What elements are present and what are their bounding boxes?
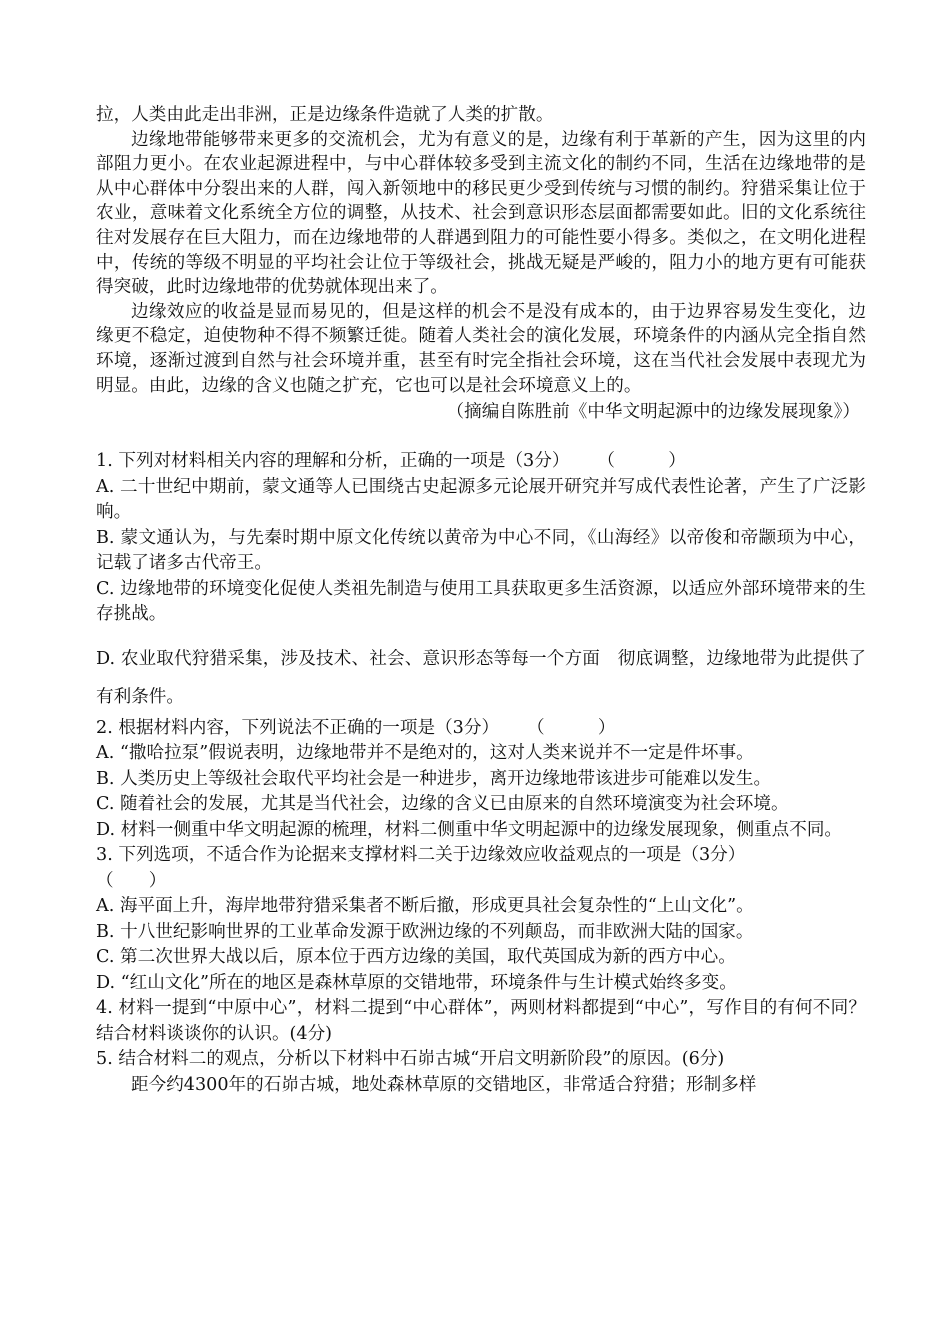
question-stem <box>96 716 866 742</box>
answer-blank: （ ） <box>96 870 167 891</box>
passage-paragraph: 边缘效应的收益是显而易见的，但是这样的机会不是没有成本的，由于边界容易发生变化，边缘更不稳定，迫使物种不得不频繁迁徙。随着人类社会的演化发展，环境条件的内涵从完全指自然环境，逐渐过渡到自然与社会环境并重，甚至有时完全指社会环境，这在当代社会发展中表现尤为明显。由此，边缘的含义也随之扩充，它也可以是社会环境意义上的。 <box>96 301 866 396</box>
question-stem <box>96 449 866 475</box>
question-stem-text: 2. 根据材料内容，下列说法不正确的一项是（3分） <box>96 717 500 738</box>
question-1 <box>96 449 866 716</box>
passage <box>96 103 866 425</box>
passage-paragraph: 拉，人类由此走出非洲，正是边缘条件造就了人类的扩散。 <box>96 105 554 125</box>
question-2 <box>96 716 866 844</box>
passage-source: （摘编自陈胜前《中华文明起源中的边缘发展现象》） <box>446 402 860 423</box>
question-material: 距今约4300年的石峁古城，地处森林草原的交错地区，非常适合狩猎；形制多样 <box>131 1074 757 1095</box>
question-stem-text: 1. 下列对材料相关内容的理解和分析，正确的一项是（3分） <box>96 451 570 471</box>
option-d: D. “红山文化”所在的地区是森林草原的交错地带，环境条件与生计模式始终多变。 <box>96 972 737 993</box>
option-b: B. 人类历史上等级社会取代平均社会是一种进步，离开边缘地带该进步可能难以发生。 <box>96 768 772 789</box>
option-c: C. 第二次世界大战以后，原本位于西方边缘的美国，取代英国成为新的西方中心。 <box>96 947 736 967</box>
question-stem <box>96 843 866 894</box>
option-c: C. 随着社会的发展，尤其是当代社会，边缘的含义已由原来的自然环境演变为社会环境。 <box>96 794 789 814</box>
option-a: A. 二十世纪中期前，蒙文通等人已围绕古史起源多元论展开研究并写成代表性论著，产生了广泛影响。 <box>96 476 866 522</box>
option-b: B. 蒙文通认为，与先秦时期中原文化传统以黄帝为中心不同，《山海经》以帝俊和帝颛顼为中心，记载了诸多古代帝王。 <box>96 527 866 573</box>
answer-blank: （ ） <box>527 717 622 738</box>
question-stem-text: 3. 下列选项，不适合作为论据来支撑材料二关于边缘效应收益观点的一项是（3分） <box>96 845 746 865</box>
question-4 <box>96 996 866 1047</box>
question-stem: 5. 结合材料二的观点，分析以下材料中石峁古城“开启文明新阶段”的原因。(6分) <box>96 1049 725 1069</box>
option-c: C. 边缘地带的环境变化促使人类祖先制造与使用工具获取更多生活资源，以适应外部环境带来的生存挑战。 <box>96 578 866 624</box>
answer-blank: （ ） <box>597 451 692 471</box>
option-d: D. 材料一侧重中华文明起源的梳理，材料二侧重中华文明起源中的边缘发展现象，侧重点不同。 <box>96 819 843 840</box>
option-d: D. 农业取代狩猎采集，涉及技术、社会、意识形态等每一个方面 彻底调整，边缘地带为此提供了有利条件。 <box>96 648 866 707</box>
option-a: A. 海平面上升，海岸地带狩猎采集者不断后撤，形成更具社会复杂性的“上山文化”。 <box>96 896 754 916</box>
question-list <box>96 449 866 1098</box>
question-5 <box>96 1047 866 1098</box>
question-3 <box>96 843 866 996</box>
option-b: B. 十八世纪影响世界的工业革命发源于欧洲边缘的不列颠岛，而非欧洲大陆的国家。 <box>96 921 754 942</box>
passage-paragraph: 边缘地带能够带来更多的交流机会，尤为有意义的是，边缘有利于革新的产生，因为这里的内部阻力更小。在农业起源进程中，与中心群体较多受到主流文化的制约不同，生活在边缘地带的是从中心群体中分裂出来的人群，闯入新领地中的移民更少受到传统与习惯的制约。狩猎采集让位于农业，意味着文化系统全方位的调整，从技术、社会到意识形态层面都需要如此。旧的文化系统往往对发展存在巨大阻力，而在边缘地带的人群遇到阻力的可能性要小得多。类似之，在文明化进程中，传统的等级不明显的平均社会让位于等级社会，挑战无疑是严峻的，阻力小的地方更有可能获得突破，此时边缘地带的优势就体现出来了。 <box>96 129 866 298</box>
option-a: A. “撒哈拉泵”假说表明，边缘地带并不是绝对的，这对人类来说并不一定是件坏事。 <box>96 743 754 763</box>
question-stem: 4. 材料一提到“中原中心”，材料二提到“中心群体”，两则材料都提到“中心”，写作目的有何不同？结合材料谈谈你的认识。(4分) <box>96 998 866 1044</box>
